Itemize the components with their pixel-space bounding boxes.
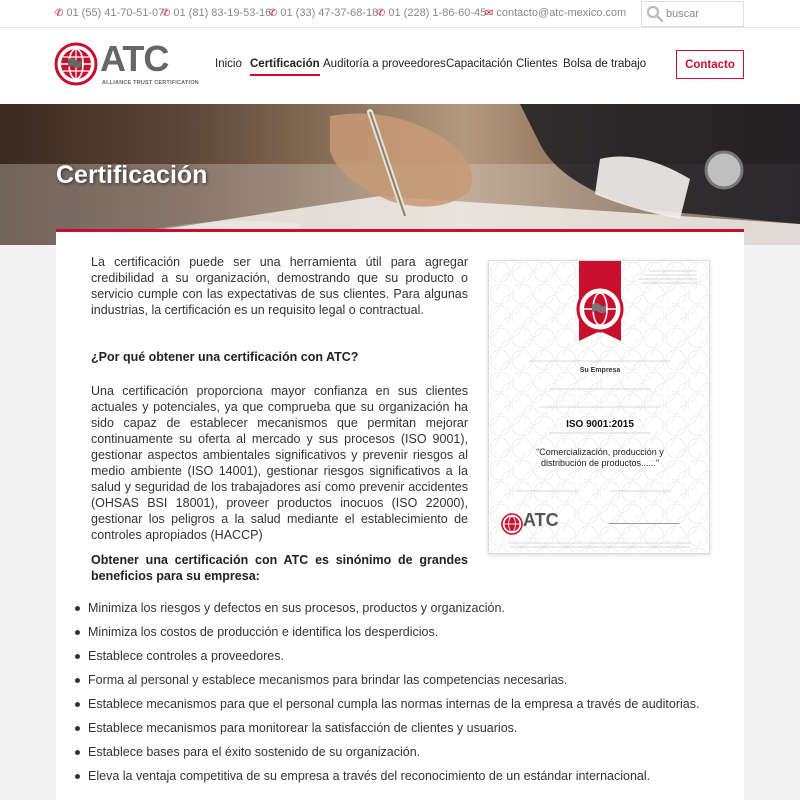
nav-item-capacitacion[interactable]: Capacitación [446, 58, 513, 70]
certificate-company: Su Empresa [579, 367, 621, 374]
phone-icon: ✆ [269, 8, 278, 19]
phone-icon: ✆ [377, 8, 386, 19]
phone-icon: ✆ [55, 8, 64, 19]
list-item: Minimiza los costos de producción e identifica los desperdicios. [72, 624, 712, 640]
logo-tagline: ALLIANCE TRUST CERTIFICATION [102, 80, 199, 86]
atc-logo[interactable] [54, 38, 199, 90]
nav-item-clientes[interactable]: Clientes [516, 58, 558, 70]
nav-item-inicio[interactable]: Inicio [215, 58, 242, 70]
benefits-list [72, 600, 712, 792]
intro-paragraph: La certificación puede ser una herramienta útil para agregar credibilidad a su organización, demostrando que su producto o servicio cumple con las expectativas de sus clientes. Para algunas industrias, la certificación es un requisito legal o contractual. [91, 255, 468, 317]
content-card [56, 232, 744, 800]
list-item: Establece mecanismos para monitorear la satisfacción de clientes y usuarios. [72, 720, 712, 736]
phone-link-2[interactable]: ✆ 01 (81) 83-19-53-16 [162, 7, 272, 19]
phone-icon: ✆ [162, 8, 171, 19]
site-header [0, 28, 800, 104]
phone-link-4[interactable]: ✆ 01 (228) 1-86-60-45 [377, 7, 487, 19]
phone-link-1[interactable]: ✆ 01 (55) 41-70-51-07 [55, 7, 165, 19]
email-link[interactable]: ✉ contacto@atc-mexico.com [485, 7, 627, 19]
nav-item-bolsa-de-trabajo[interactable]: Bolsa de trabajo [563, 58, 647, 70]
list-item: Establece mecanismos para que el personal cumpla las normas internas de la empresa a través de auditorias. [72, 696, 712, 712]
certificate-standard: ISO 9001:2015 [566, 419, 634, 430]
search-icon[interactable] [646, 5, 664, 23]
certificate-image [488, 260, 710, 554]
benefits-heading: Obtener una certificación con ATC es sinónimo de grandes beneficios para su empresa: [91, 553, 468, 583]
search-input[interactable] [666, 2, 742, 26]
hero-banner [0, 104, 800, 245]
list-item: Establece bases para el éxito sostenido de su organización. [72, 744, 712, 760]
list-item: Minimiza los riesgos y defectos en sus procesos, productos y organización. [72, 600, 712, 616]
list-item: Forma al personal y establece mecanismos para brindar las competencias necesarias. [72, 672, 712, 688]
search-box [641, 1, 744, 27]
list-item: Eleva la ventaja competitiva de su empresa a través del reconocimiento de un estándar internacional. [72, 768, 712, 784]
certificate-logo-text: ATC [523, 510, 559, 530]
logo-text: ATC [100, 38, 169, 79]
section-heading: ¿Por qué obtener una certificación con ATC? [91, 350, 359, 364]
phone-link-3[interactable]: ✆ 01 (33) 47-37-68-18 [269, 7, 379, 19]
envelope-icon: ✉ [485, 8, 494, 19]
body-paragraph: Una certificación proporciona mayor confianza en sus clientes actuales y potenciales, ya que comprueba que su organización ha sido capaz de establecer mecanismos que permitan mejorar continuamente su oferta al mercado y sus procesos (ISO 9001), gestionar aspectos ambientales significativos y prevenir riesgos al medio ambiente (ISO 14001), gestionar riesgos significativos a la salud y seguridad de los trabajadores así como prevenir accidentes (OHSAS BSI 18001), proveer productos inocuos (ISO 22000), gestionar los peligros a la salud mediante el establecimiento de controles apropiados (HACCP) [91, 384, 468, 542]
list-item: Establece controles a proveedores. [72, 648, 712, 664]
top-contact-bar [0, 0, 800, 28]
globe-logo-icon [54, 42, 98, 86]
signature-line [609, 523, 679, 524]
certificate-logo [501, 510, 561, 537]
globe-logo-icon [501, 513, 523, 535]
page-title: Certificación [56, 161, 208, 189]
nav-item-auditoria[interactable]: Auditoría a proveedores [323, 58, 446, 70]
certificate-scope: “Comercialización, producción y distribución de productos......” [536, 447, 664, 468]
nav-item-certificacion[interactable]: Certificación [250, 58, 320, 70]
contact-button[interactable]: Contacto [676, 50, 744, 79]
